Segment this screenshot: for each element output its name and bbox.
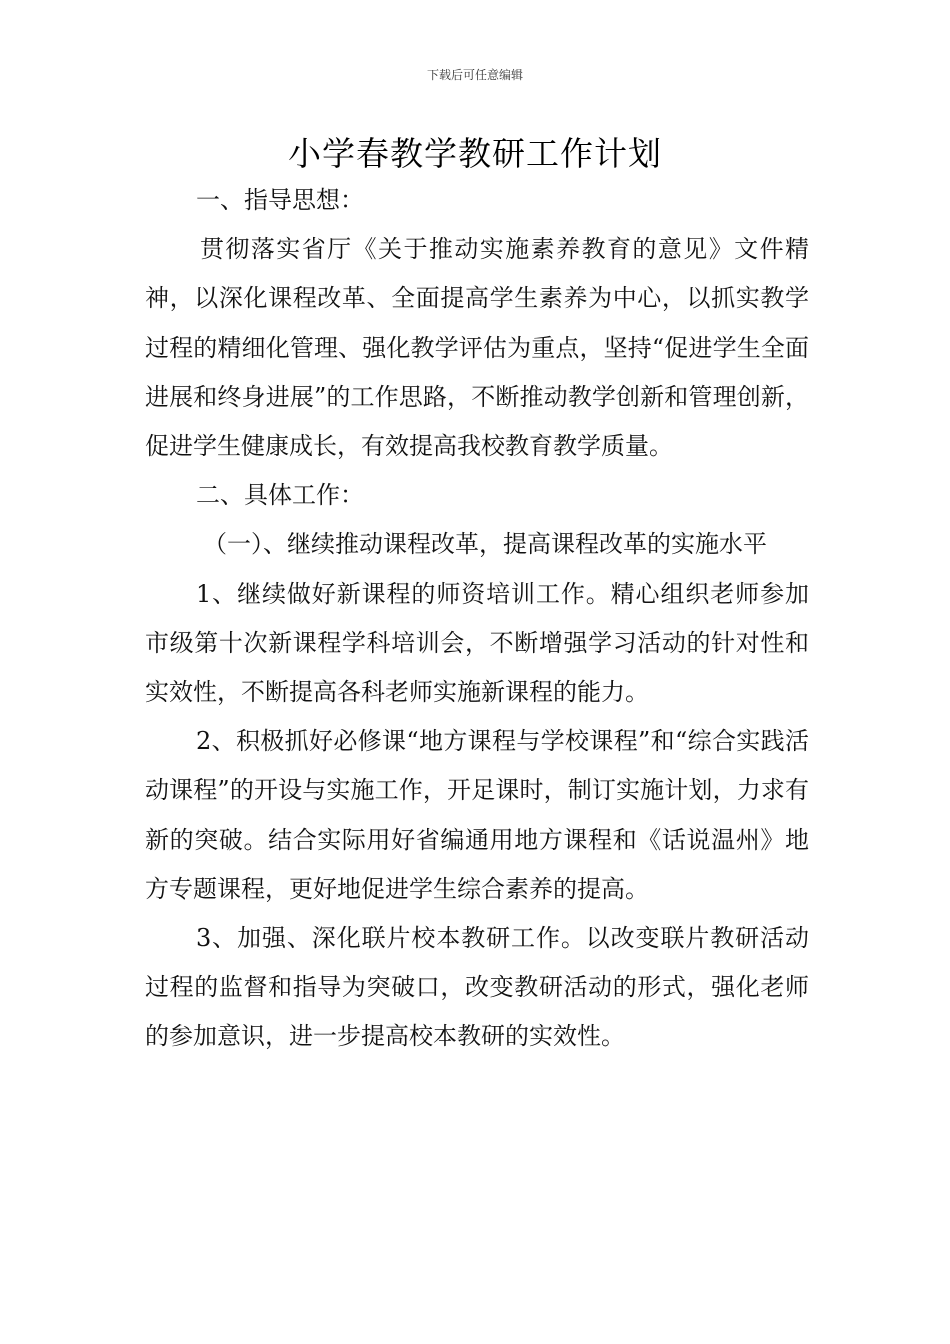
paragraph-guiding-ideology: 贯彻落实省厅《关于推动实施素养教育的意见》文件精神，以深化课程改革、全面提高学生素养为中心，以抓实教学过程的精细化管理、强化教学评估为重点，坚持“促进学生全面进展和终身进展”的工作思路，不断推动教学创新和管理创新，促进学生健康成长，有效提高我校教育教学质量。 bbox=[145, 235, 809, 461]
section-heading-guiding-ideology: 一、指导思想： bbox=[196, 186, 364, 214]
document-title: 小学春教学教研工作计划 bbox=[288, 134, 662, 173]
section-heading-specific-work: 二、具体工作： bbox=[196, 481, 364, 510]
paragraph-item-2: 2、积极抓好必修课“地方课程与学校课程”和“综合实践活动课程”的开设与实施工作，开足课时，制订实施计划，力求有新的突破。结合实际用好省编通用地方课程和《话说温州》地方专题课程，更好地促进学生综合素养的提高。 bbox=[145, 727, 809, 903]
download-note: 下载后可任意编辑 bbox=[426, 68, 523, 82]
document-body bbox=[145, 176, 809, 1062]
subsection-heading-curriculum-reform: （一）、继续推动课程改革，提高课程改革的实施水平 bbox=[203, 530, 767, 559]
paragraph-item-1: 1、继续做好新课程的师资培训工作。精心组织老师参加市级第十次新课程学科培训会，不断增强学习活动的针对性和实效性，不断提高各科老师实施新课程的能力。 bbox=[145, 579, 809, 707]
paragraph-item-3: 3、加强、深化联片校本教研工作。以改变联片教研活动过程的监督和指导为突破口，改变教研活动的形式，强化老师的参加意识，进一步提高校本教研的实效性。 bbox=[145, 924, 809, 1051]
